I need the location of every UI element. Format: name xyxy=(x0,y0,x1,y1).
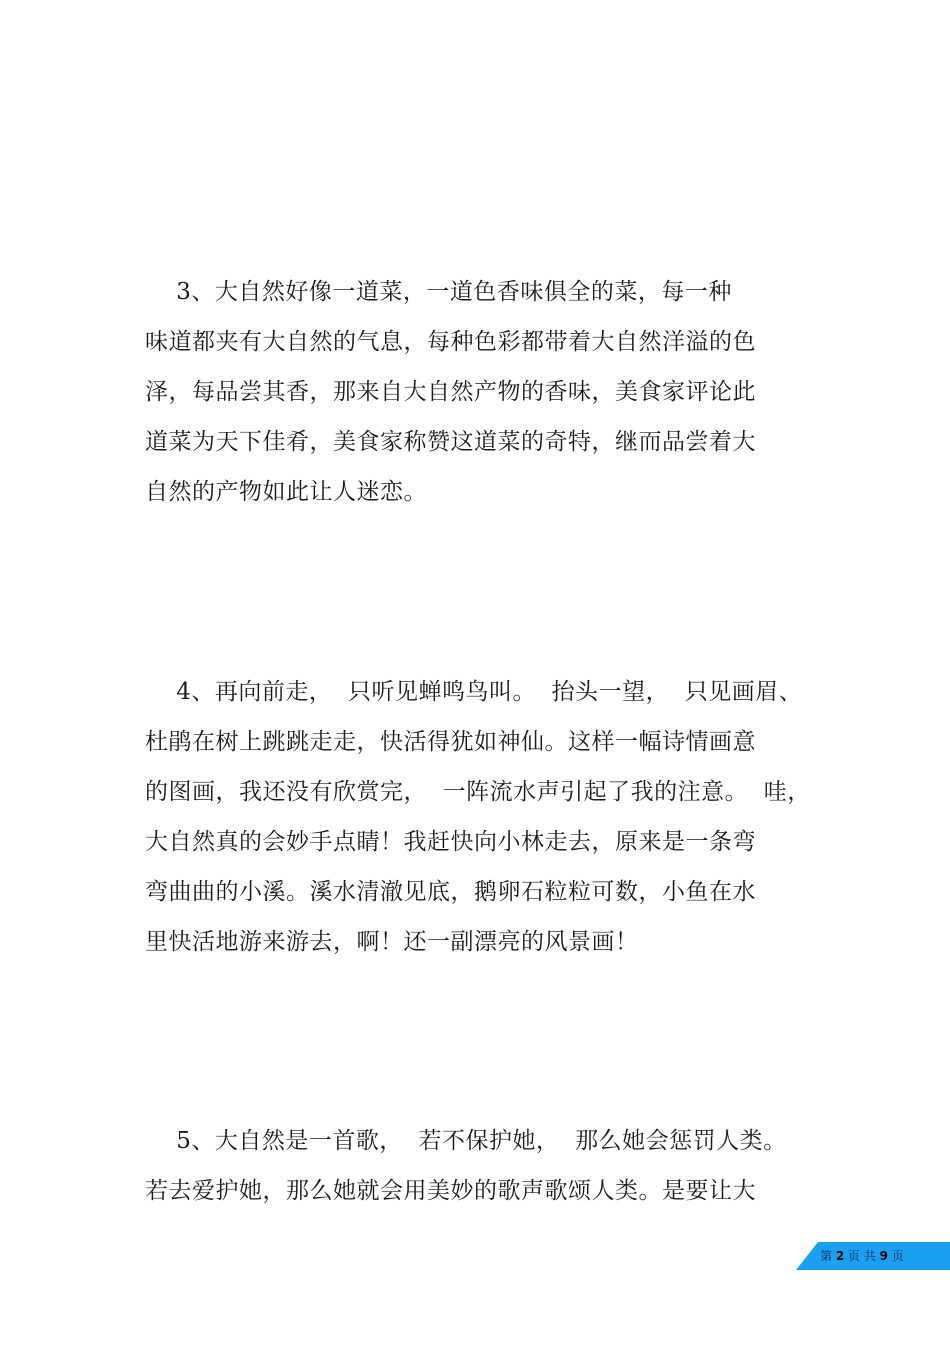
page-number-footer xyxy=(796,1242,950,1270)
paragraph-line: 5、大自然是一首歌， 若不保护她， 那么她会惩罚人类。 xyxy=(145,1128,787,1154)
paragraph-line: 自然的产物如此让人迷恋。 xyxy=(145,479,427,505)
paragraph-line: 3、大自然好像一道菜，一道色香味俱全的菜，每一种 xyxy=(145,279,732,305)
paragraph-line: 里快活地游来游去，啊！还一副漂亮的风景画！ xyxy=(145,929,639,955)
page-indicator-middle: 页 共 xyxy=(844,1249,880,1263)
page-indicator-suffix: 页 xyxy=(888,1249,904,1263)
paragraph-line: 4、再向前走， 只听见蝉鸣鸟叫。 抬头一望， 只见画眉、 xyxy=(145,679,803,705)
current-page-number: 2 xyxy=(835,1249,845,1263)
paragraph-line: 大自然真的会妙手点睛！我赶快向小林走去，原来是一条弯 xyxy=(145,829,756,855)
paragraph-line: 道菜为天下佳肴，美食家称赞这道菜的奇特，继而品尝着大 xyxy=(145,429,756,455)
page-indicator-prefix: 第 xyxy=(820,1249,836,1263)
page-indicator xyxy=(820,1242,904,1270)
paragraph-line: 味道都夹有大自然的气息，每种色彩都带着大自然洋溢的色 xyxy=(145,329,756,355)
paragraph-line: 杜鹃在树上跳跳走走，快活得犹如神仙。这样一幅诗情画意 xyxy=(145,729,756,755)
paragraph-line: 弯曲曲的小溪。溪水清澈见底，鹅卵石粒粒可数，小鱼在水 xyxy=(145,879,756,905)
paragraph-line: 若去爱护她，那么她就会用美妙的歌声歌颂人类。是要让大 xyxy=(145,1178,756,1204)
paragraph-line: 泽，每品尝其香，那来自大自然产物的香味，美食家评论此 xyxy=(145,379,756,405)
paragraph-line: 的图画，我还没有欣赏完， 一阵流水声引起了我的注意。 哇， xyxy=(145,779,811,805)
total-page-count: 9 xyxy=(879,1249,888,1263)
